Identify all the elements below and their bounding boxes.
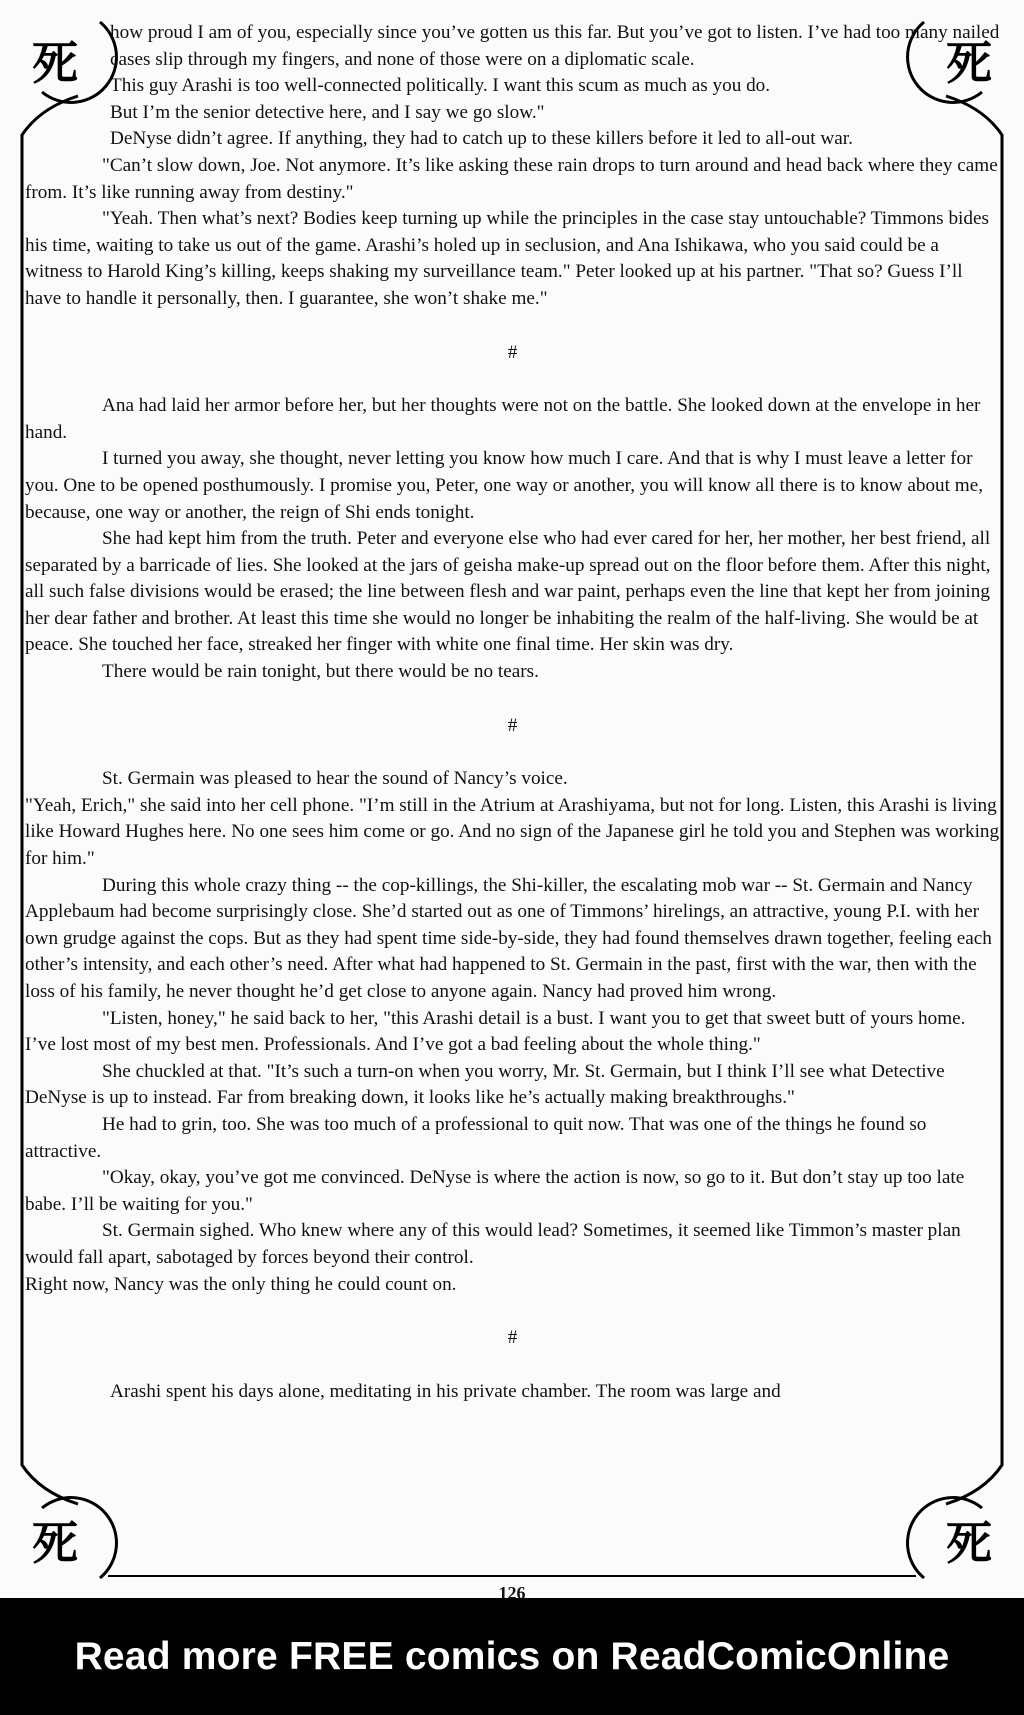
paragraph: "Can’t slow down, Joe. Not anymore. It’s like asking these rain drops to turn around and head back where they came from. It’s like running away from destiny." xyxy=(25,154,998,203)
promo-banner[interactable] xyxy=(0,1598,1024,1715)
section-separator: # xyxy=(507,714,518,736)
paragraph: DeNyse didn’t agree. If anything, they had to catch up to these killers before it led to all-out war. xyxy=(110,128,853,150)
page-number: 126 xyxy=(498,1583,526,1598)
section-separator: # xyxy=(507,341,518,363)
corner-kanji-top-right: 死 xyxy=(946,36,992,90)
paragraph: I turned you away, she thought, never letting you know how much I care. And that is why I must leave a letter for you. One to be opened posthumously. I promise you, Peter, one way or another, you will know all there is to know about me, because, one way or another, the reign of Shi ends tonight. xyxy=(25,448,984,523)
paragraph: "Yeah, Erich," she said into her cell phone. "I’m still in the Atrium at Arashiyama, but not for long. Listen, this Arashi is living like Howard Hughes here. No one sees him come or go. And no sign of the Japanese girl he told you and Stephen was working for him." xyxy=(25,794,1000,870)
paragraph: "Listen, honey," he said back to her, "this Arashi detail is a bust. I want you to get that sweet butt of yours home. I’ve lost most of my best men. Professionals. And I’ve got a bad feeling about the whole thing." xyxy=(25,1007,966,1056)
paragraph: She had kept him from the truth. Peter and everyone else who had ever cared for her, her mother, her best friend, all separated by a barricade of lies. She looked at the jars of geisha make-up spread out on the floor before them. After this night, all such false divisions would be erased; the line between flesh and war paint, perhaps even the line that kept her from joining her dear father and brother. At least this time she would no longer be inhabiting the realm of the half-living. She would be at peace. She touched her face, streaked her finger with white one final time. Her skin was dry. xyxy=(25,528,991,656)
paragraph: There would be rain tonight, but there would be no tears. xyxy=(102,661,539,683)
paragraph: Arashi spent his days alone, meditating in his private chamber. The room was large and xyxy=(110,1380,781,1402)
paragraph: St. Germain sighed. Who knew where any of this would lead? Sometimes, it seemed like Timmon’s master plan would fall apart, sabotaged by forces beyond their control. xyxy=(25,1220,961,1268)
paragraph: Ana had laid her armor before her, but her thoughts were not on the battle. She looked down at the envelope in her hand. xyxy=(25,395,981,443)
story-text xyxy=(25,20,1000,1405)
section-separator: # xyxy=(507,1327,518,1349)
paragraph: St. Germain was pleased to hear the sound of Nancy’s voice. xyxy=(102,768,568,790)
corner-kanji-top-left: 死 xyxy=(32,36,78,90)
paragraph: "Okay, okay, you’ve got me convinced. DeNyse is where the action is now, so go to it. But don’t stay up too late babe. I’ll be waiting for you." xyxy=(25,1167,965,1215)
promo-banner-text[interactable]: Read more FREE comics on ReadComicOnline xyxy=(74,1634,950,1678)
paragraph: She chuckled at that. "It’s such a turn-on when you worry, Mr. St. Germain, but I think I’ll see what Detective DeNyse is up to instead. Far from breaking down, it looks like he’s actually making breakthroughs." xyxy=(25,1060,945,1109)
paragraph: This guy Arashi is too well-connected politically. I want this scum as much as you do. xyxy=(110,75,771,97)
paragraph: "Yeah. Then what’s next? Bodies keep turning up while the principles in the case stay untouchable? Timmons bides his time, waiting to take us out of the game. Arashi’s holed up in seclusion, and Ana Ishikawa, who you said could be a witness to Harold King’s killing, keeps shaking my surveillance team." Peter looked up at his partner. "That so? Guess I’ll have to handle it personally, then. I guarantee, she won’t shake me." xyxy=(25,208,989,309)
paragraph: He had to grin, too. She was too much of a professional to quit now. That was one of the things he found so attractive. xyxy=(25,1113,927,1162)
paragraph: how proud I am of you, especially since you’ve gotten us this far. But you’ve got to listen. I’ve had too many nailed cases slip through my fingers, and none of those were on a diplomatic scale. xyxy=(110,22,1000,70)
corner-kanji-bottom-right: 死 xyxy=(946,1516,992,1570)
paragraph: During this whole crazy thing -- the cop-killings, the Shi-killer, the escalating mob war -- St. Germain and Nancy Applebaum had become surprisingly close. She’d started out as one of Timmons’ hirelings, an attractive, young P.I. with her own grudge against the cops. But as they had spent time side-by-side, they had found themselves drawn together, feeling each other’s intensity, and each other’s need. After what had happened to St. Germain in the past, first with the war, then with the loss of his family, he never thought he’d get close to anyone again. Nancy had proved him wrong. xyxy=(25,874,992,1002)
corner-kanji-bottom-left: 死 xyxy=(32,1516,78,1570)
paragraph: Right now, Nancy was the only thing he could count on. xyxy=(25,1273,457,1295)
paragraph: But I’m the senior detective here, and I say we go slow." xyxy=(110,101,545,123)
